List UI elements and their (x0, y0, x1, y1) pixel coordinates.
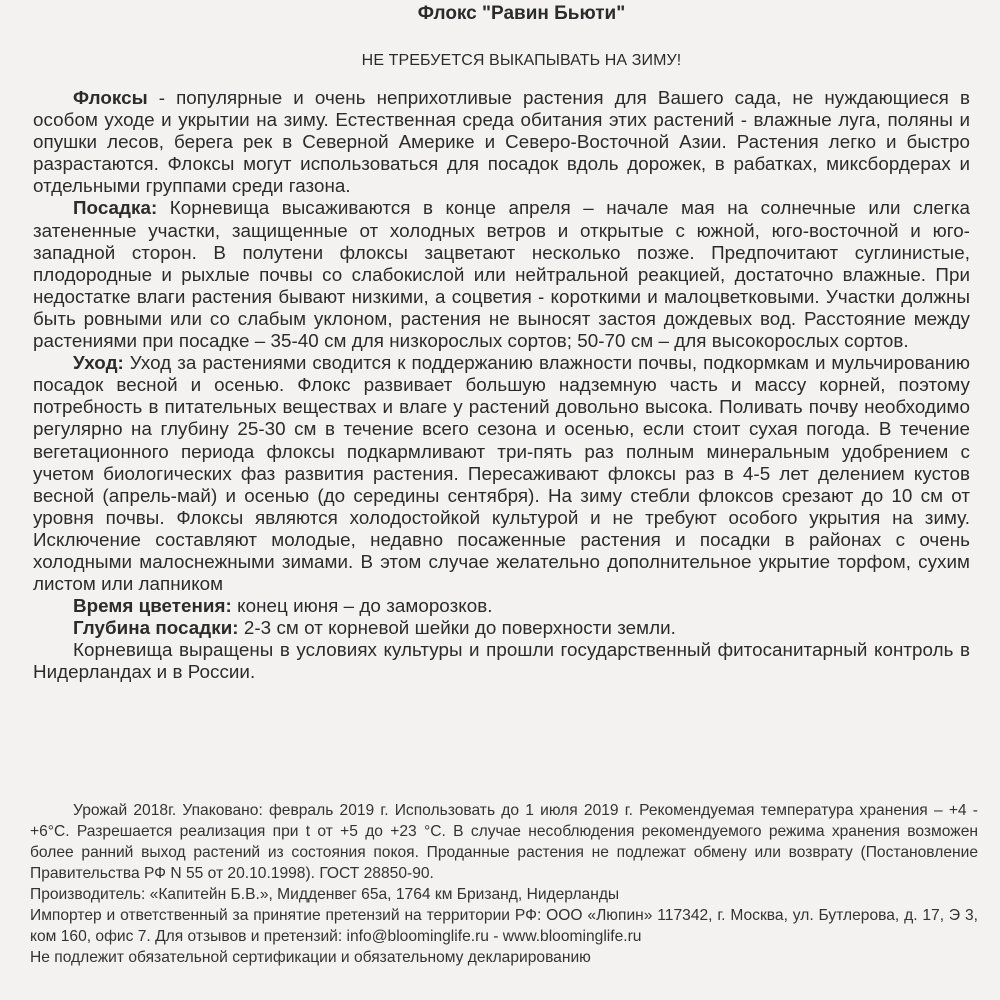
planting-text: Корневища высаживаются в конце апреля – начале мая на солнечные или слегка затененные участки, защищенные от холодных ветров и открытые с южной, юго-восточной и юго-западной сторон. В полутени флоксы зацветают несколько позже. Предпочитают суглинистые, плодородные и рыхлые почвы со слабокислой или нейтральной реакцией, достаточно влажные. При недостатке влаги растения бывают низкими, а соцветия - короткими и малоцветковыми. Участки должны быть ровными или со слабым уклоном, растения не выносят застоя дождевых вод. Расстояние между растениями при посадке – 35-40 см для низкорослых сортов; 50-70 см – для высокорослых сортов. (33, 197, 970, 352)
producer-info: Производитель: «Капитейн Б.В.», Мидденвег 65а, 1764 км Бризанд, Нидерланды (30, 886, 620, 903)
planting-paragraph (33, 197, 970, 352)
page-subtitle: НЕ ТРЕБУЕТСЯ ВЫКАПЫВАТЬ НА ЗИМУ! (361, 52, 682, 69)
storage-info: Урожай 2018г. Упаковано: февраль 2019 г. Использовать до 1 июля 2019 г. Рекомендуемая температура хранения – +4 - +6°C. Разрешается реализация при t от +5 до +23 °C. В случае несоблюдения рекомендуемого режима хранения возможен более ранний выход растений из состояния покоя. Проданные растения не подлежат обмену или возврату (Постановление Правительства РФ N 55 от 20.10.1998). ГОСТ 28850-90. (30, 802, 978, 882)
care-text: Уход за растениями сводится к поддержанию влажности почвы, подкормкам и мульчированию посадок весной и осенью. Флокс развивает большую надземную часть и массу корней, поэтому потребность в питательных веществах и влаге у растений довольно высока. Поливать почву необходимо регулярно на глубину 25-30 см в течение всего сезона и осенью, если стоит сухая погода. В течение вегетационного периода флоксы подкармливают три-пять раз полным минеральным удобрением с учетом биологических фаз развития растения. Пересаживают флоксы раз в 4-5 лет делением кустов весной (апрель-май) и осенью (до середины сентября). На зиму стебли флоксов срезают до 10 см от уровня почвы. Флоксы являются холодостойкой культурой и не требуют особого укрытия на зиму. Исключение составляют молодые, недавно посаженные растения и посадки в районах с очень холодными малоснежными зимами. В этом случае желательно дополнительное укрытие торфом, сухим листом или лапником (33, 352, 970, 595)
importer-info: Импортер и ответственный за принятие претензий на территории РФ: ООО «Люпин» 117342, г. Москва, ул. Бутлерова, д. 17, Э 3, ком 160, офис 7. Для отзывов и претензий: info@bloominglife.ru - www.bloominglife.ru (30, 907, 978, 945)
origin-text: Корневища выращены в условиях культуры и прошли государственный фитосанитарный контроль в Нидерландах и в России. (33, 639, 970, 683)
intro-text: - популярные и очень неприхотливые растения для Вашего сада, не нуждающиеся в особом уходе и укрытии на зиму. Естественная среда обитания этих растений - влажные луга, поляны и опушки лесов, берега рек в Северной Америке и Северо-Восточной Азии. Растения легко и быстро разрастаются. Флоксы могут использоваться для посадок вдоль дорожек, в рабатках, миксбордерах и отдельными группами среди газона. (33, 87, 970, 197)
origin-paragraph (33, 639, 970, 683)
bloom-heading: Время цветения: (73, 595, 232, 617)
certification-info: Не подлежит обязательной сертификации и обязательному декларированию (30, 949, 591, 966)
footer-info (30, 800, 978, 968)
description-body (33, 87, 970, 684)
bloom-paragraph (33, 595, 970, 617)
planting-heading: Посадка: (73, 197, 158, 219)
depth-text: 2-3 см от корневой шейки до поверхности земли. (238, 617, 676, 639)
intro-heading: Флоксы (73, 87, 148, 108)
page-title: Флокс "Равин Бьюти" (417, 3, 626, 24)
depth-heading: Глубина посадки: (73, 617, 239, 639)
depth-paragraph (33, 617, 970, 639)
care-heading: Уход: (73, 352, 124, 374)
care-paragraph (33, 352, 970, 595)
intro-paragraph (33, 87, 970, 197)
bloom-text: конец июня – до заморозков. (231, 595, 493, 617)
